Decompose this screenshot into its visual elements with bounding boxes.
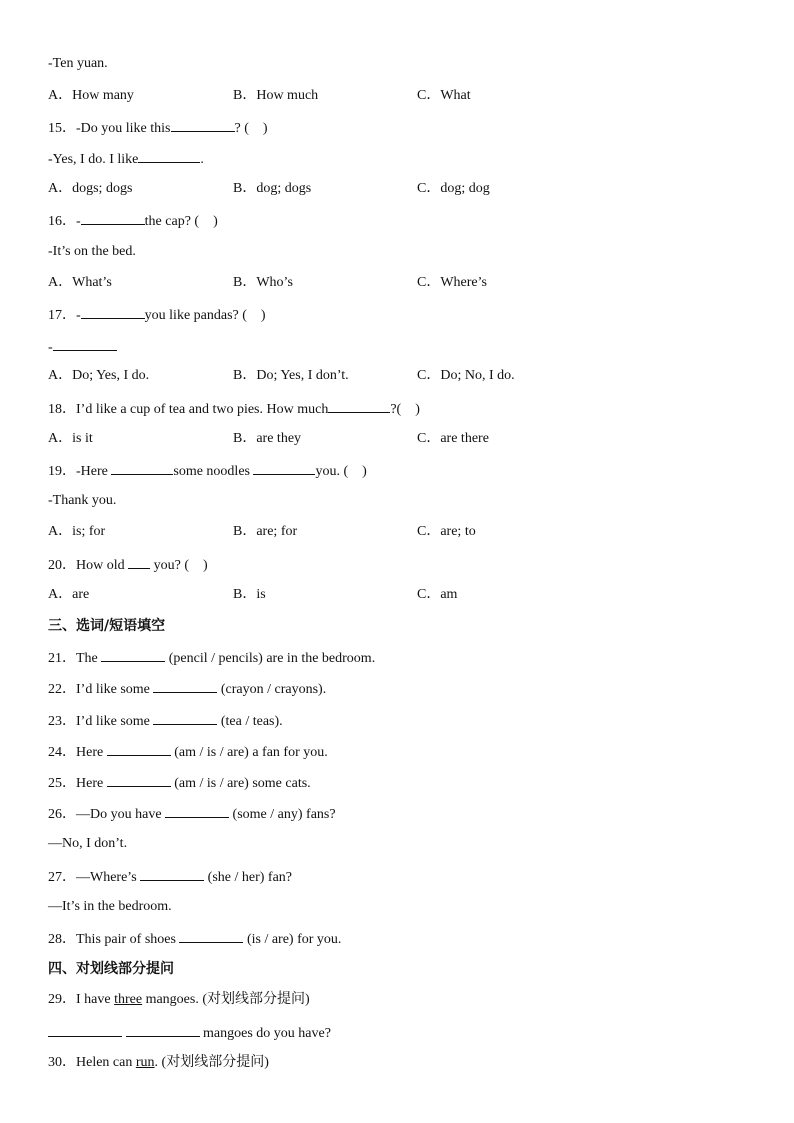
q16-stem-text: 16．- (48, 214, 81, 229)
q26-text: 26．—Do you have (48, 807, 166, 822)
q22-blank[interactable] (153, 679, 217, 693)
q20-option-b[interactable]: B．is (233, 587, 266, 602)
q18-stem-text: 18．I’d like a cup of tea and two pies. How much (48, 402, 329, 417)
q26-blank[interactable] (165, 804, 229, 818)
q30-text: 30．Helen can (48, 1055, 136, 1070)
q15-blank-2[interactable] (138, 149, 200, 163)
q16-blank[interactable] (81, 211, 145, 225)
q15-option-c[interactable]: C．dog; dog (417, 181, 490, 196)
q24-blank[interactable] (107, 742, 171, 756)
q17-answer-dash: - (48, 340, 53, 355)
q19-option-a[interactable]: A．is; for (48, 524, 106, 539)
q20-option-a[interactable]: A．are (48, 587, 90, 602)
q20-stem (48, 555, 208, 575)
q15-option-b[interactable]: B．dog; dogs (233, 181, 312, 196)
q17-blank-1[interactable] (81, 305, 145, 319)
q19-answer-line: -Thank you. (48, 493, 117, 508)
q15-blank-1[interactable] (171, 118, 235, 132)
q16-option-a[interactable]: A．What’s (48, 275, 112, 290)
q28-text: 28．This pair of shoes (48, 932, 180, 947)
q20-stem-end: you? ( ) (150, 558, 208, 573)
q22-text-end: (crayon / crayons). (217, 682, 327, 697)
q18-option-b[interactable]: B．are they (233, 431, 302, 446)
q30-text-end: . (对划线部分提问) (154, 1055, 269, 1070)
q15-answer-text: -Yes, I do. I like (48, 152, 139, 167)
q15-stem (48, 118, 268, 138)
q27-blank[interactable] (140, 867, 204, 881)
q29-answer-text: mangoes do you have? (199, 1026, 331, 1041)
q19-stem-mid: some noodles (173, 464, 254, 479)
q19-stem (48, 461, 367, 481)
q15-stem-text: 15．-Do you like this (48, 121, 171, 136)
q29-answer-line (48, 1023, 331, 1043)
q19-option-c[interactable]: C．are; to (417, 524, 476, 539)
q19-blank-2[interactable] (253, 461, 315, 475)
q14-option-b[interactable]: B．How much (233, 88, 319, 103)
q29-text-end: mangoes. (对划线部分提问) (142, 992, 310, 1007)
q23-text-end: (tea / teas). (217, 714, 283, 729)
q17-blank-2[interactable] (53, 337, 117, 351)
q30-line (48, 1054, 269, 1072)
q17-stem-end: you like pandas? ( ) (144, 308, 266, 323)
q28-blank[interactable] (179, 929, 243, 943)
q27-text: 27．—Where’s (48, 870, 141, 885)
q16-answer-line: -It’s on the bed. (48, 244, 136, 259)
q16-stem (48, 211, 218, 231)
q29-blank-2[interactable] (126, 1023, 200, 1037)
q30-underlined-word: run (135, 1055, 155, 1070)
q23-line (48, 711, 283, 731)
q28-line (48, 929, 341, 949)
q15-stem-end: ? ( ) (234, 121, 268, 136)
q21-line (48, 648, 375, 668)
q16-stem-end: the cap? ( ) (144, 214, 218, 229)
q18-blank[interactable] (328, 399, 390, 413)
q26-line (48, 804, 336, 824)
q21-text: 21．The (48, 651, 102, 666)
q17-option-b[interactable]: B．Do; Yes, I don’t. (233, 368, 349, 383)
q25-text-end: (am / is / are) some cats. (170, 776, 311, 791)
section3-heading: 三、选词/短语填空 (48, 618, 166, 634)
q23-blank[interactable] (153, 711, 217, 725)
q18-option-a[interactable]: A．is it (48, 431, 93, 446)
q21-text-end: (pencil / pencils) are in the bedroom. (165, 651, 376, 666)
q18-option-c[interactable]: C．are there (417, 431, 489, 446)
q21-blank[interactable] (101, 648, 165, 662)
q27-answer-line: —It’s in the bedroom. (48, 899, 172, 914)
q24-line (48, 742, 328, 762)
q28-text-end: (is / are) for you. (243, 932, 342, 947)
q15-option-a[interactable]: A．dogs; dogs (48, 181, 133, 196)
q29-text: 29．I have (48, 992, 115, 1007)
q24-text: 24．Here (48, 745, 107, 760)
q15-answer-end: . (200, 152, 204, 167)
section4-heading: 四、对划线部分提问 (48, 961, 174, 977)
q16-option-c[interactable]: C．Where’s (417, 275, 487, 290)
q17-stem-text: 17．- (48, 308, 81, 323)
q22-line (48, 679, 326, 699)
q14-option-c[interactable]: C．What (417, 88, 471, 103)
q17-answer-line (48, 337, 117, 357)
q19-stem-text: 19．-Here (48, 464, 112, 479)
q26-text-end: (some / any) fans? (229, 807, 336, 822)
q14-answer-line: -Ten yuan. (48, 56, 108, 71)
q20-option-c[interactable]: C．am (417, 587, 458, 602)
q14-option-a[interactable]: A．How many (48, 88, 134, 103)
q24-text-end: (am / is / are) a fan for you. (170, 745, 328, 760)
q27-line (48, 867, 292, 887)
q16-option-b[interactable]: B．Who’s (233, 275, 293, 290)
q20-blank[interactable] (128, 555, 150, 569)
q19-stem-end: you. ( ) (315, 464, 367, 479)
q18-stem-end: ?( ) (390, 402, 420, 417)
q20-stem-text: 20．How old (48, 558, 129, 573)
q19-blank-1[interactable] (111, 461, 173, 475)
q22-text: 22．I’d like some (48, 682, 154, 697)
q19-option-b[interactable]: B．are; for (233, 524, 298, 539)
q17-option-c[interactable]: C．Do; No, I do. (417, 368, 515, 383)
q29-line (48, 991, 310, 1009)
q25-line (48, 773, 311, 793)
q25-blank[interactable] (107, 773, 171, 787)
q17-option-a[interactable]: A．Do; Yes, I do. (48, 368, 150, 383)
q15-answer-line (48, 149, 204, 169)
q29-blank-1[interactable] (48, 1023, 122, 1037)
q25-text: 25．Here (48, 776, 107, 791)
q26-answer-line: —No, I don’t. (48, 836, 128, 851)
q23-text: 23．I’d like some (48, 714, 154, 729)
q17-stem (48, 305, 266, 325)
q18-stem (48, 399, 420, 419)
q27-text-end: (she / her) fan? (204, 870, 292, 885)
q29-underlined-word: three (114, 992, 143, 1007)
